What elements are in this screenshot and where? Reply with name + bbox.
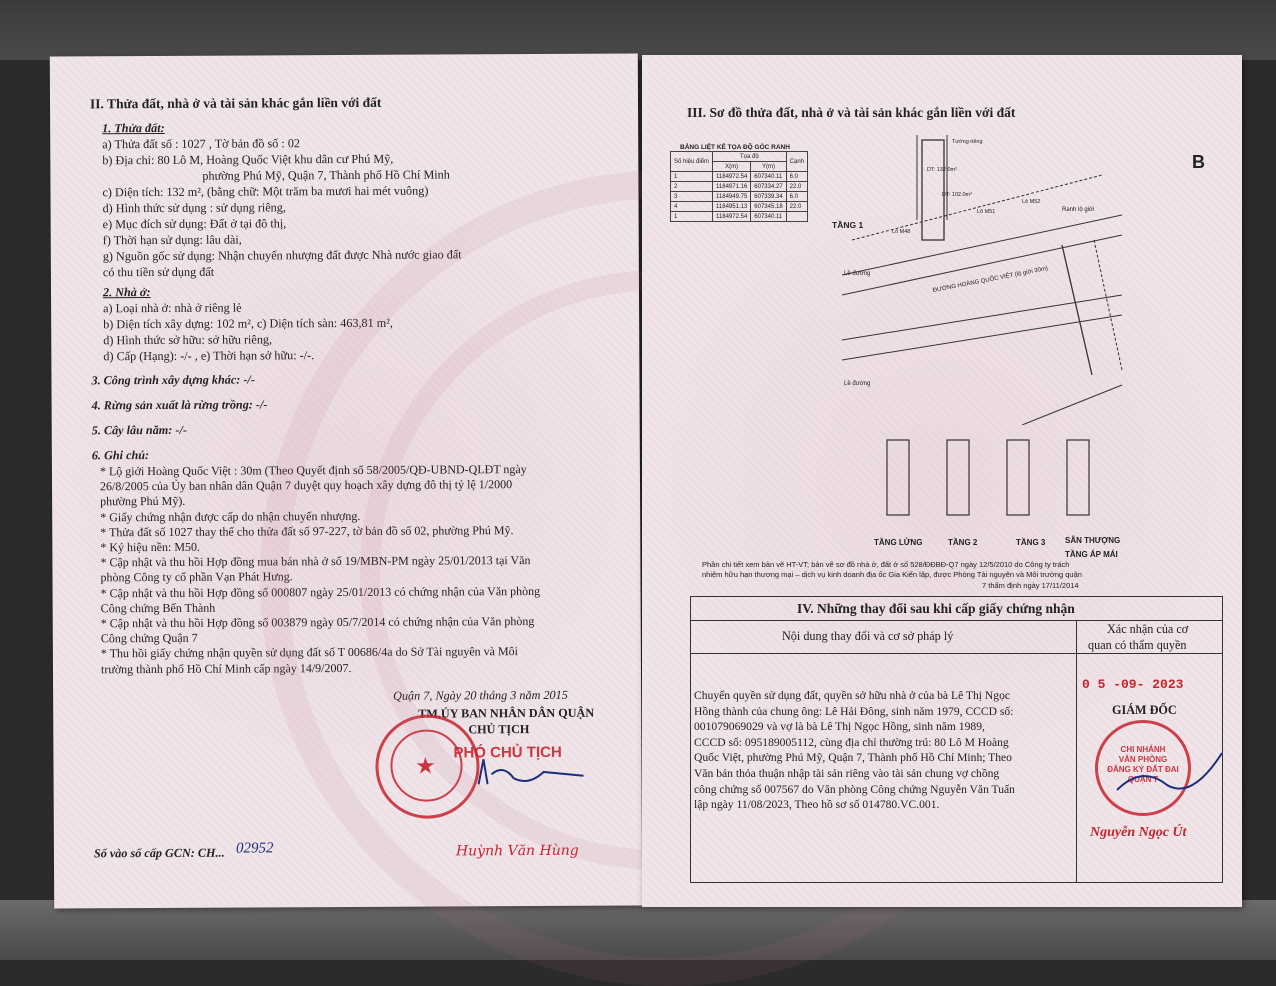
house-ownership: d) Hình thức sở hữu: sở hữu riêng,	[103, 332, 273, 348]
coord-cell: 22.0	[786, 202, 807, 212]
floor2-label: TẦNG 2	[948, 538, 978, 547]
registration-number: 02952	[235, 840, 274, 857]
land-parcel-number: a) Thửa đất số : 1027 , Tờ bản đồ số : 02	[102, 136, 301, 152]
drawing-note-3: 7 thẩm định ngày 17/11/2014	[982, 581, 1079, 590]
coord-row	[671, 202, 808, 212]
area-label-1: DT: 132.0m²	[927, 167, 957, 173]
coord-cell: 1184972.54	[713, 172, 751, 182]
note-line: * Thu hồi giấy chứng nhận quyền sử dụng đất số T 00686/4a do Sở Tài nguyên và Môi	[100, 644, 519, 661]
coord-cell: 1184949.75	[713, 192, 751, 202]
other-constructions: 3. Công trình xây dựng khác: -/-	[91, 372, 255, 388]
area-label-2: DT: 102.0m²	[942, 192, 972, 198]
right-page	[642, 55, 1242, 907]
coord-header-point: Số hiệu điểm	[671, 152, 713, 172]
change-text-line: công chứng số 007567 do Văn phòng Công chứng Nguyễn Văn Tuấn	[694, 782, 1015, 796]
issue-date: Quận 7, Ngày 20 tháng 3 năm 2015	[393, 687, 568, 703]
background-top	[0, 0, 1276, 60]
coord-cell: 607345.18	[751, 202, 786, 212]
note-line: * Cập nhật và thu hồi Hợp đồng số 000807 ngày 25/01/2013 có chứng nhận của Văn phòng	[100, 583, 541, 600]
house-grade: d) Cấp (Hạng): -/- , e) Thời hạn sở hữu: -/-.	[103, 348, 315, 364]
signer-title: CHỦ TỊCH	[468, 722, 530, 737]
land-use-term: f) Thời hạn sử dụng: lâu dài,	[102, 232, 242, 248]
confirm-title: GIÁM ĐỐC	[1112, 703, 1177, 717]
coord-cell: 22.0	[786, 182, 807, 192]
land-area: c) Diện tích: 132 m², (bằng chữ: Một trăm ba mươi hai mét vuông)	[102, 183, 429, 200]
change-text-line: Văn bản thỏa thuận nhập tài sản riêng vào tài sản chung vợ chồng	[694, 766, 1000, 780]
director-name: Nguyễn Ngọc Út	[1090, 825, 1187, 840]
land-address-1: b) Địa chỉ: 80 Lô M, Hoàng Quốc Việt khu dân cư Phú Mỹ,	[102, 151, 394, 168]
land-use-form: d) Hình thức sử dụng : sử dụng riêng,	[102, 200, 286, 216]
note-line: * Cập nhật và thu hồi Hợp đồng mua bán nhà ở số 19/MBN-PM ngày 25/01/2013 tại Văn	[100, 553, 531, 570]
change-content	[694, 688, 1074, 813]
background-bottom	[0, 900, 1276, 960]
people-committee-seal: ★	[375, 714, 480, 819]
road-name: ĐƯỜNG HOÀNG QUỐC VIỆT (lộ giới 30m)	[932, 265, 1049, 295]
coord-cell: 1184971.16	[713, 182, 751, 192]
note-line: * Giấy chứng nhận được cấp do nhận chuyển nhượng.	[100, 508, 361, 524]
notes-heading: 6. Ghi chú:	[91, 448, 150, 463]
house-heading: 2. Nhà ở:	[102, 285, 151, 300]
coord-cell: 6.0	[786, 172, 807, 182]
changes-title: IV. Những thay đổi sau khi cấp giấy chứng nhận	[797, 601, 1075, 616]
changes-col-content: Nội dung thay đổi và cơ sở pháp lý	[782, 629, 954, 643]
change-text-line: Chuyển quyền sử dụng đất, quyền sở hữu nhà ở của bà Lê Thị Ngọc	[694, 689, 1011, 702]
coord-cell: 607340.11	[751, 172, 786, 182]
lot-m48-label: Lô M48	[892, 229, 911, 235]
lot-m51-label: Lô M51	[977, 209, 996, 215]
attic-label: TẦNG ÁP MÁI	[1065, 550, 1118, 559]
land-origin-1: g) Nguồn gốc sử dụng: Nhận chuyển nhượng đất được Nhà nước giao đất	[102, 247, 462, 264]
note-line: * Thửa đất số 1027 thay thế cho thửa đất số 97-227, tờ bản đồ số 02, phường Phú Mỹ.	[100, 522, 514, 540]
coord-cell: 1184951.13	[713, 202, 751, 212]
boundary-label: Ranh lộ giới	[1062, 207, 1095, 213]
coord-cell: 4	[671, 202, 713, 212]
change-text-line: Quốc Việt, phường Phú Mỹ, Quận 7, Thành phố Hồ Chí Minh; Theo	[694, 751, 1012, 765]
changes-col-confirm-2: quan có thẩm quyền	[1088, 638, 1187, 652]
drawing-note-2: nhiệm hữu hạn thương mại – dịch vụ kinh doanh địa ốc Gia Kiến lập, được Phòng Tài nguyên và Môi trường quận	[702, 570, 1082, 579]
coord-cell: 3	[671, 192, 713, 202]
changes-col-confirm-1: Xác nhận của cơ	[1107, 622, 1189, 636]
change-text-line: Hồng thành của chung ông: Lê Hải Đông, sinh năm 1979, CCCD số:	[694, 704, 1014, 718]
note-line: * Ký hiệu nền: M50.	[100, 539, 201, 555]
stamp-line: CHI NHÁNH	[1120, 745, 1166, 754]
stamp-line: ĐĂNG KÝ ĐẤT ĐAI	[1107, 765, 1179, 774]
lot-m52-label: Lô M52	[1022, 199, 1041, 205]
land-heading: 1. Thửa đất:	[102, 120, 165, 136]
note-line: 26/8/2005 của Ủy ban nhân dân Quận 7 duyệt quy hoạch xây dựng đô thị tỷ lệ 1/2000	[99, 477, 513, 494]
registration-label: Số vào sổ cấp GCN: CH...	[93, 845, 225, 861]
house-type: a) Loại nhà ở: nhà ở riêng lẻ	[103, 300, 242, 316]
coord-header-coord: Tọa độ	[713, 152, 787, 162]
wall-label: Tường riêng	[952, 139, 983, 145]
stamp-line: QUẬN 7	[1127, 775, 1159, 784]
signer-org: TM.ỦY BAN NHÂN DÂN QUẬN	[418, 705, 595, 721]
curb-label-2: Lề đường	[844, 381, 871, 387]
chairman-signature	[473, 754, 593, 795]
coord-row	[671, 192, 808, 202]
change-text-line: 001079069029 và vợ là bà Lê Thị Ngọc Hồng, sinh năm 1989,	[694, 720, 985, 734]
section-title-left: II. Thửa đất, nhà ở và tài sản khác gắn liền với đất	[89, 94, 382, 112]
land-origin-2: có thu tiền sử dụng đất	[102, 264, 215, 280]
coord-cell: 607334.27	[751, 182, 786, 192]
note-line: * Cập nhật và thu hồi Hợp đồng số 003879 ngày 05/7/2014 có chứng nhận của Văn phòng	[100, 614, 535, 631]
coord-cell: 1184972.54	[713, 212, 751, 222]
notes-list	[100, 462, 621, 678]
coord-cell: 2	[671, 182, 713, 192]
coord-cell: 1	[671, 172, 713, 182]
roof-label: SÂN THƯỢNG	[1065, 536, 1121, 545]
mezzanine-label: TẦNG LỬNG	[874, 538, 923, 547]
vice-chairman-stamp: PHÓ CHỦ TỊCH	[453, 743, 562, 762]
coord-header-x: X(m)	[713, 162, 751, 172]
left-page	[50, 53, 642, 908]
curb-label-1: Lề đường	[844, 271, 871, 277]
coord-row	[671, 182, 808, 192]
director-signature	[1112, 745, 1232, 805]
forest-item: 4. Rừng sản xuất là rừng trồng: -/-	[91, 397, 268, 413]
change-text-line: CCCD số: 095189005112, cùng địa chỉ thường trú: 80 Lô M Hoàng	[694, 735, 1009, 749]
chairman-name: Huỳnh Văn Hùng	[455, 842, 579, 860]
coord-row	[671, 212, 808, 222]
floor3-label: TẦNG 3	[1016, 538, 1046, 547]
note-line: * Lộ giới Hoàng Quốc Việt : 30m (Theo Quyết định số 58/2005/QĐ-UBND-QLĐT ngày	[99, 462, 527, 479]
coord-table-title: BẢNG LIỆT KÊ TỌA ĐỘ GÓC RANH	[680, 144, 790, 151]
drawing-note-1: Phần chi tiết xem bản vẽ HT-VT; bản vẽ sơ đồ nhà ở, đất ở số 528/ĐĐBĐ-Q7 ngày 12/5/2010 do Công ty trách	[702, 560, 1070, 569]
coord-cell: 6.0	[786, 192, 807, 202]
confirm-date: 0 5 -09- 2023	[1082, 677, 1184, 692]
coord-cell	[786, 212, 807, 222]
note-line: phòng Công ty cổ phần Vạn Phát Hưng.	[100, 569, 293, 585]
coord-header-y: Y(m)	[751, 162, 786, 172]
coord-cell: 607339.34	[751, 192, 786, 202]
note-line: Công chứng Bến Thành	[100, 600, 216, 616]
change-text-line: lập ngày 11/08/2023, Theo hồ sơ số 014780.VC.001.	[694, 798, 940, 812]
coord-header-edge: Cạnh	[786, 152, 807, 172]
note-line: Công chứng Quận 7	[100, 631, 198, 646]
land-use-purpose: e) Mục đích sử dụng: Đất ở tại đô thị,	[102, 216, 287, 232]
house-area: b) Diện tích xây dựng: 102 m², c) Diện tích sàn: 463,81 m²,	[103, 315, 393, 332]
side-letter: B	[1192, 152, 1205, 172]
perennial-item: 5. Cây lâu năm: -/-	[91, 422, 187, 438]
coord-cell: 607340.11	[751, 212, 786, 222]
coord-cell: 1	[671, 212, 713, 222]
note-line: phường Phú Mỹ).	[100, 494, 186, 509]
section-title-right: III. Sơ đồ thửa đất, nhà ở và tài sản khác gắn liền với đất	[687, 105, 1016, 120]
coord-table	[670, 151, 808, 222]
stamp-line: VĂN PHÒNG	[1118, 755, 1168, 764]
note-line: trường thành phố Hồ Chí Minh cấp ngày 14/9/2007.	[100, 660, 352, 676]
land-address-2: phường Phú Mỹ, Quận 7, Thành phố Hồ Chí Minh	[202, 167, 450, 183]
coord-row	[671, 172, 808, 182]
floor1-label: TẦNG 1	[832, 220, 864, 230]
floor-plans	[882, 425, 1112, 535]
